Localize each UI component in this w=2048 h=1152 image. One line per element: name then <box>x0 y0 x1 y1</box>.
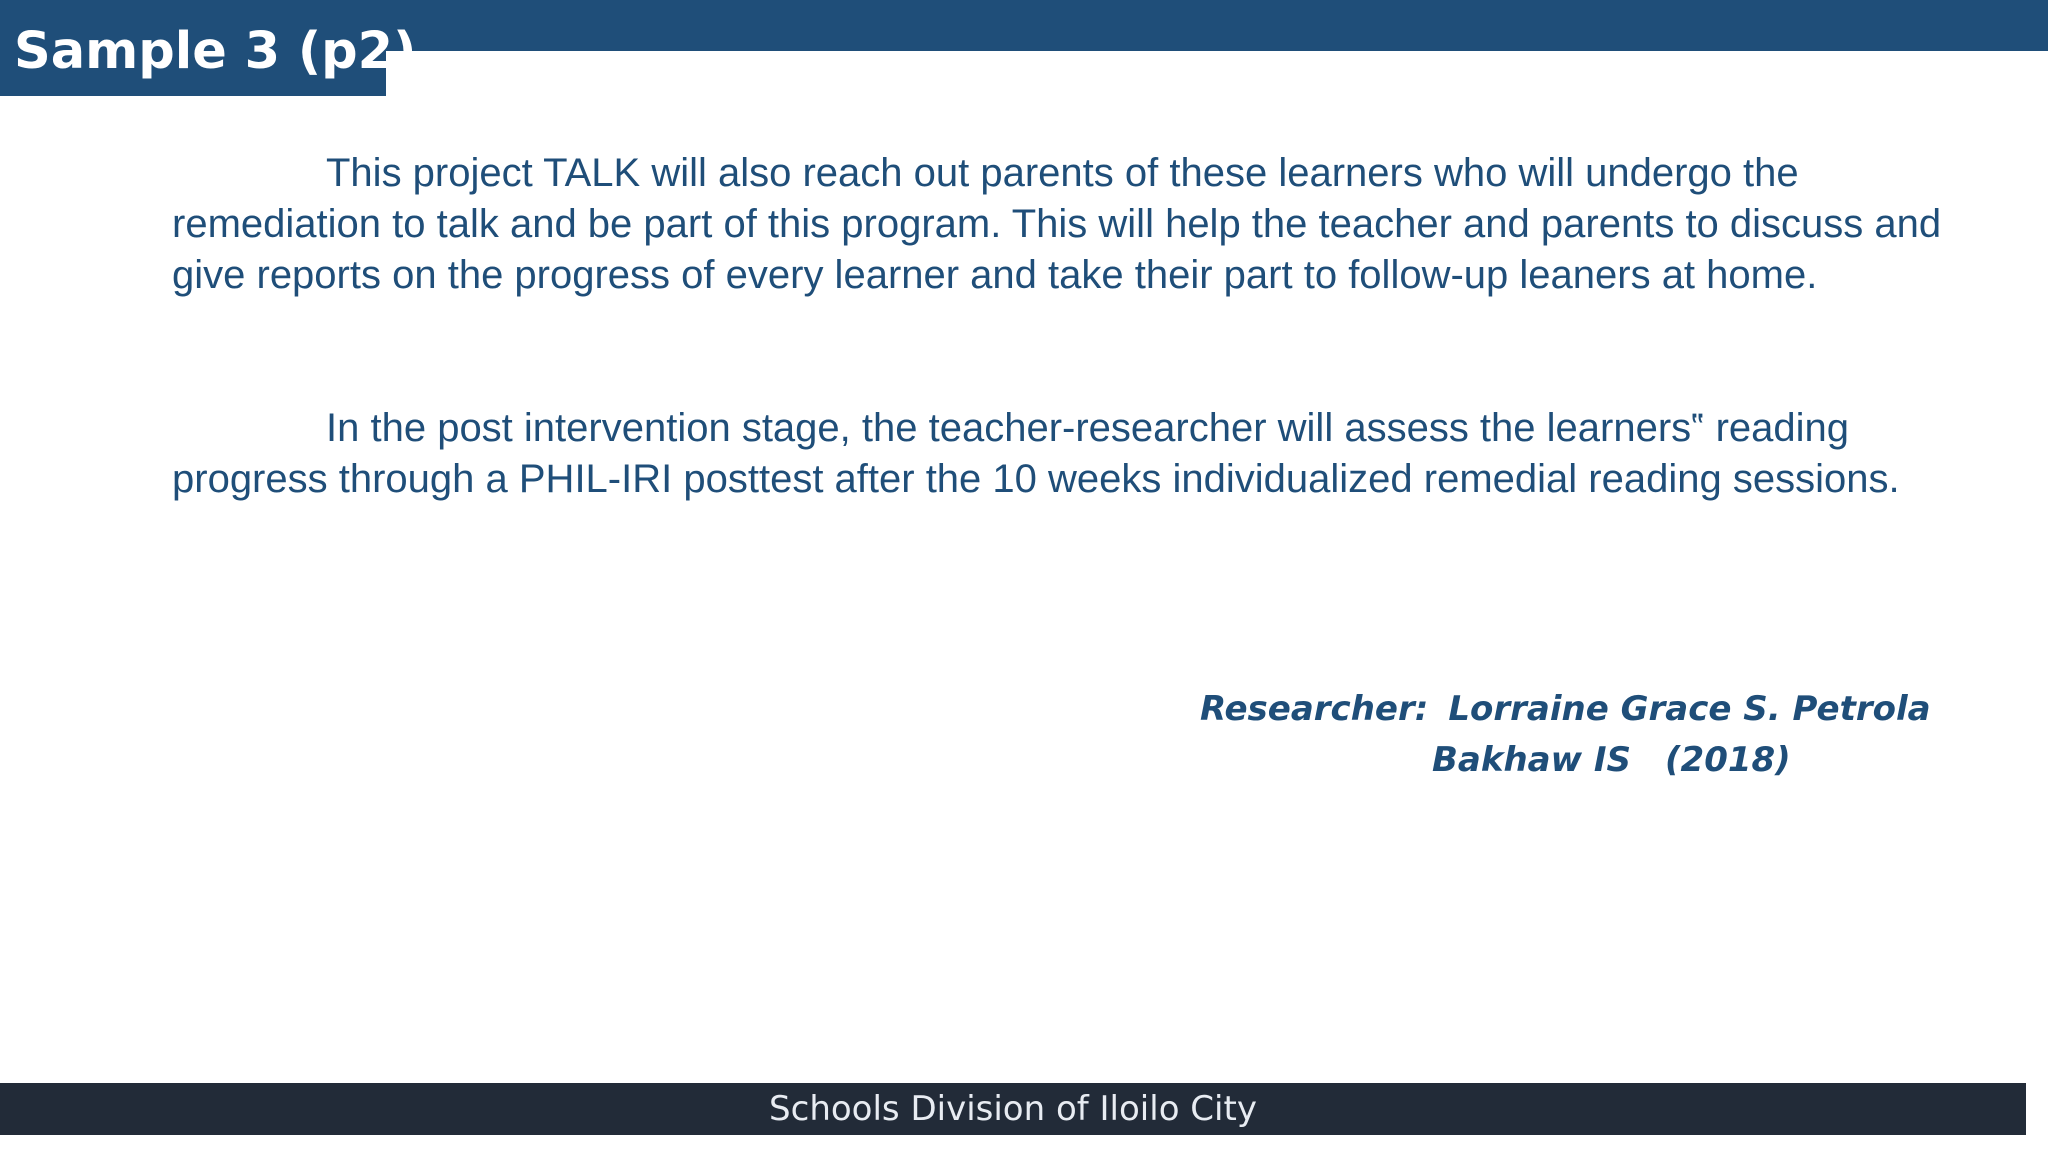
paragraph-parents-outreach: This project TALK will also reach out parents of these learners who will undergo the remediation to talk and be part of this program. This will help the teacher and parents to discuss and give reports on the progress of every learner and take their part to follow-up leaners at home. <box>172 151 1942 297</box>
research-year: (2018) <box>1665 740 1791 780</box>
researcher-credit <box>1200 684 1931 735</box>
paragraph-post-intervention: In the post intervention stage, the teacher-researcher will assess the learners‟ reading progress through a PHIL-IRI posttest after the 10 weeks individualized remedial reading sessions. <box>172 406 1900 501</box>
researcher-name: Lorraine Grace S. Petrola <box>1448 689 1931 729</box>
title-tab <box>0 0 417 96</box>
school-name: Bakhaw IS <box>1432 740 1632 780</box>
school-credit <box>1432 735 1791 786</box>
footer-text: Schools Division of Iloilo City <box>769 1089 1257 1129</box>
researcher-label: Researcher: <box>1200 689 1429 729</box>
page-title: Sample 3 (p2) <box>14 22 417 81</box>
footer-bar <box>0 1083 2026 1135</box>
